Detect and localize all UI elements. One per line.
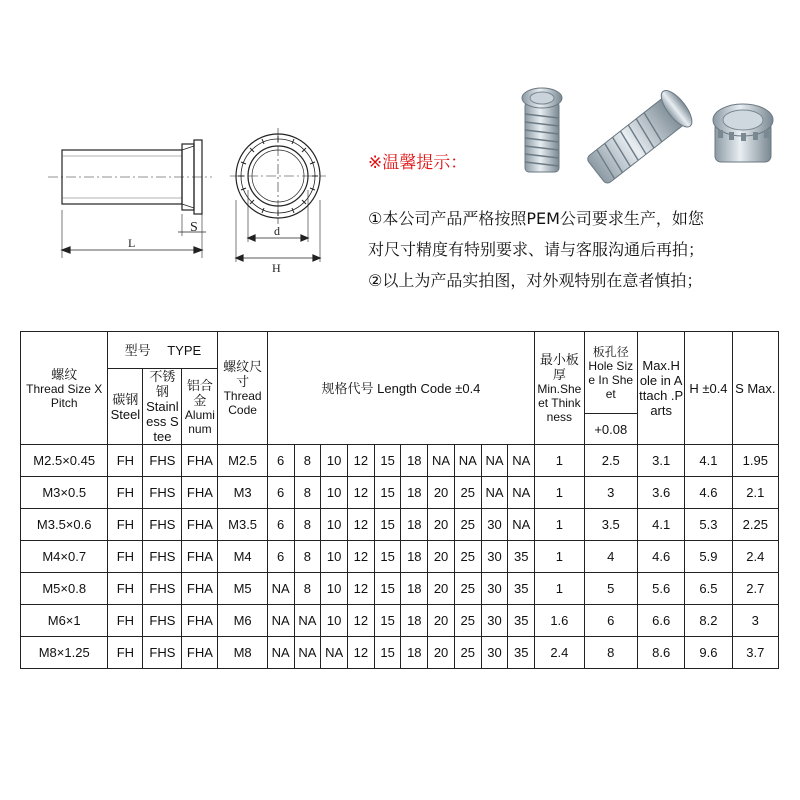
table-cell: 8.2 [685, 605, 732, 637]
table-row [21, 637, 779, 669]
table-cell: NA [481, 477, 508, 509]
table-cell: 6.5 [685, 573, 732, 605]
product-photo [515, 80, 785, 190]
table-cell: 18 [401, 509, 428, 541]
table-cell: 35 [508, 573, 535, 605]
table-cell: 1 [535, 541, 584, 573]
table-cell: 12 [347, 445, 374, 477]
table-cell: 8 [294, 541, 321, 573]
table-cell: FHA [182, 509, 218, 541]
table-cell: 35 [508, 605, 535, 637]
table-cell: FHS [143, 445, 182, 477]
header-length-code: 规格代号 Length Code ±0.4 [267, 332, 534, 445]
table-cell: 30 [481, 509, 508, 541]
table-row [21, 541, 779, 573]
table-cell: 12 [347, 541, 374, 573]
tip-line-2: 对尺寸精度有特别要求、请与客服沟通后再拍； [368, 240, 705, 259]
table-cell: M3×0.5 [21, 477, 108, 509]
table-cell: 20 [428, 477, 455, 509]
table-cell: M2.5 [218, 445, 267, 477]
dim-label-h: H [272, 261, 281, 275]
table-cell: NA [508, 477, 535, 509]
table-row [21, 509, 779, 541]
header-text: Aluminum [184, 407, 215, 436]
table-cell: FHS [143, 573, 182, 605]
tip-line-1: ①本公司产品严格按照PEM公司要求生产，如您 [368, 209, 704, 228]
header-max-hole [638, 332, 685, 445]
header-text: 不锈钢 [149, 369, 176, 399]
header-text: Thread Size X Pitch [26, 381, 103, 410]
table-cell: 8 [294, 509, 321, 541]
table-cell: 12 [347, 573, 374, 605]
table-cell: 20 [428, 509, 455, 541]
header-text: Thread Code [223, 389, 262, 417]
table-row [21, 573, 779, 605]
table-cell: 1 [535, 509, 584, 541]
table-cell: 15 [374, 445, 401, 477]
table-cell: 18 [401, 541, 428, 573]
table-cell: 30 [481, 637, 508, 669]
table-cell: 30 [481, 605, 508, 637]
table-cell: M5 [218, 573, 267, 605]
table-cell: 20 [428, 637, 455, 669]
table-cell: NA [267, 573, 294, 605]
header-thread-size [21, 332, 108, 445]
table-cell: NA [508, 509, 535, 541]
stud-technical-drawing [40, 120, 340, 290]
stud-photo-2 [583, 86, 698, 189]
header-thread-code [218, 332, 267, 445]
table-cell: 1.95 [732, 445, 778, 477]
table-cell: 18 [401, 445, 428, 477]
table-cell: 4 [584, 541, 637, 573]
dim-label-d: d [274, 224, 280, 238]
header-text: Hole Size In Sheet [588, 358, 634, 401]
table-cell: FH [108, 509, 143, 541]
table-cell: 3 [584, 477, 637, 509]
table-cell: 10 [321, 509, 348, 541]
table-cell: 8.6 [638, 637, 685, 669]
header-text: H ±0.4 [689, 380, 728, 396]
table-cell: 15 [374, 637, 401, 669]
table-cell: FH [108, 445, 143, 477]
tip-line-3: ②以上为产品实拍图，对外观特别在意者慎拍； [368, 271, 703, 290]
table-cell: 2.1 [732, 477, 778, 509]
table-cell: 6 [267, 509, 294, 541]
table-cell: 20 [428, 541, 455, 573]
table-cell: 6.6 [638, 605, 685, 637]
table-cell: 35 [508, 541, 535, 573]
table-cell: NA [454, 445, 481, 477]
header-hole-size [584, 332, 637, 414]
table-cell: NA [481, 445, 508, 477]
table-cell: 2.25 [732, 509, 778, 541]
tip-title: ※温馨提示： [368, 153, 468, 173]
table-cell: NA [267, 605, 294, 637]
table-cell: M2.5×0.45 [21, 445, 108, 477]
table-cell: 1.6 [535, 605, 584, 637]
table-cell: 10 [321, 605, 348, 637]
table-cell: 1 [535, 573, 584, 605]
table-cell: 4.1 [685, 445, 732, 477]
header-s [732, 332, 778, 445]
table-cell: M8×1.25 [21, 637, 108, 669]
table-cell: 20 [428, 573, 455, 605]
table-cell: NA [321, 637, 348, 669]
header-type: 型号 TYPE [108, 332, 218, 369]
table-cell: 8 [584, 637, 637, 669]
table-cell: 1 [535, 445, 584, 477]
table-cell: M6 [218, 605, 267, 637]
table-cell: 12 [347, 509, 374, 541]
table-cell: FH [108, 573, 143, 605]
table-cell: NA [267, 637, 294, 669]
table-cell: FHA [182, 477, 218, 509]
table-cell: FHS [143, 509, 182, 541]
table-cell: FHS [143, 541, 182, 573]
table-cell: FHA [182, 573, 218, 605]
table-cell: M8 [218, 637, 267, 669]
table-cell: 4.1 [638, 509, 685, 541]
table-cell: 25 [454, 541, 481, 573]
table-cell: 2.5 [584, 445, 637, 477]
table-cell: 10 [321, 445, 348, 477]
table-cell: M3.5×0.6 [21, 509, 108, 541]
header-text: 铝合金 [186, 377, 213, 408]
table-cell: 2.7 [732, 573, 778, 605]
table-cell: FHA [182, 605, 218, 637]
table-cell: NA [294, 637, 321, 669]
table-cell: 3.1 [638, 445, 685, 477]
table-cell: 25 [454, 573, 481, 605]
table-cell: 15 [374, 541, 401, 573]
table-cell: 6 [584, 605, 637, 637]
table-cell: 12 [347, 477, 374, 509]
table-cell: M5×0.8 [21, 573, 108, 605]
table-cell: 2.4 [535, 637, 584, 669]
table-cell: 8 [294, 477, 321, 509]
table-cell: 25 [454, 509, 481, 541]
table-cell: M4×0.7 [21, 541, 108, 573]
table-cell: 3.7 [732, 637, 778, 669]
table-cell: 10 [321, 541, 348, 573]
table-cell: 3.5 [584, 509, 637, 541]
header-carbon-steel [108, 369, 143, 445]
table-cell: 3.6 [638, 477, 685, 509]
header-text: S Max. [735, 380, 776, 396]
table-cell: 4.6 [638, 541, 685, 573]
table-cell: 25 [454, 605, 481, 637]
header-text: 碳钢 [112, 391, 139, 407]
table-cell: 20 [428, 605, 455, 637]
table-cell: M6×1 [21, 605, 108, 637]
table-cell: 18 [401, 477, 428, 509]
header-hole-tolerance: +0.08 [584, 414, 637, 445]
header-text: Stainless Stee [146, 399, 179, 444]
table-row [21, 605, 779, 637]
table-row [21, 445, 779, 477]
table-cell: NA [428, 445, 455, 477]
table-cell: 18 [401, 637, 428, 669]
stud-photo-3 [713, 104, 773, 162]
table-cell: 15 [374, 573, 401, 605]
table-cell: NA [508, 445, 535, 477]
dim-label-l: L [128, 236, 136, 250]
header-h [685, 332, 732, 445]
header-text: Min.Sheet Thinkness [537, 382, 582, 424]
table-cell: 10 [321, 477, 348, 509]
table-cell: 3 [732, 605, 778, 637]
stud-photo-1 [522, 88, 562, 172]
table-cell: 25 [454, 477, 481, 509]
header-text: Steel [110, 406, 141, 422]
table-cell: 5.6 [638, 573, 685, 605]
header-text: 板孔径 [592, 344, 629, 359]
table-cell: 12 [347, 605, 374, 637]
table-cell: FHA [182, 445, 218, 477]
header-min-sheet [535, 332, 584, 445]
table-cell: FHA [182, 637, 218, 669]
header-text: 螺纹 [51, 366, 78, 382]
table-cell: 5 [584, 573, 637, 605]
table-cell: FH [108, 605, 143, 637]
table-cell: FH [108, 477, 143, 509]
header-stainless [143, 369, 182, 445]
table-cell: 25 [454, 637, 481, 669]
table-cell: 2.4 [732, 541, 778, 573]
table-cell: 8 [294, 573, 321, 605]
table-cell: 12 [347, 637, 374, 669]
table-cell: M3 [218, 477, 267, 509]
table-cell: 15 [374, 605, 401, 637]
table-cell: 18 [401, 605, 428, 637]
table-cell: 35 [508, 637, 535, 669]
header-text: 最小板厚 [539, 352, 579, 382]
table-cell: 10 [321, 573, 348, 605]
table-cell: 4.6 [685, 477, 732, 509]
header-aluminum [182, 369, 218, 445]
table-cell: FHA [182, 541, 218, 573]
table-cell: FH [108, 637, 143, 669]
table-cell: FHS [143, 637, 182, 669]
header-text: Max.Hole in Attach .Parts [639, 358, 684, 418]
table-cell: 5.9 [685, 541, 732, 573]
table-cell: 18 [401, 573, 428, 605]
table-cell: FHS [143, 477, 182, 509]
table-cell: 1 [535, 477, 584, 509]
dim-label-s: S [190, 220, 198, 235]
table-cell: NA [294, 605, 321, 637]
table-cell: 15 [374, 509, 401, 541]
table-cell: 6 [267, 445, 294, 477]
table-cell: M4 [218, 541, 267, 573]
spec-table [20, 331, 779, 669]
table-cell: 6 [267, 477, 294, 509]
header-text: 螺纹尺寸 [223, 359, 263, 389]
table-cell: 15 [374, 477, 401, 509]
table-cell: M3.5 [218, 509, 267, 541]
table-cell: 5.3 [685, 509, 732, 541]
table-cell: 30 [481, 573, 508, 605]
table-cell: 30 [481, 541, 508, 573]
table-cell: FH [108, 541, 143, 573]
table-cell: 8 [294, 445, 321, 477]
table-cell: 9.6 [685, 637, 732, 669]
table-cell: FHS [143, 605, 182, 637]
table-cell: 6 [267, 541, 294, 573]
table-row [21, 477, 779, 509]
